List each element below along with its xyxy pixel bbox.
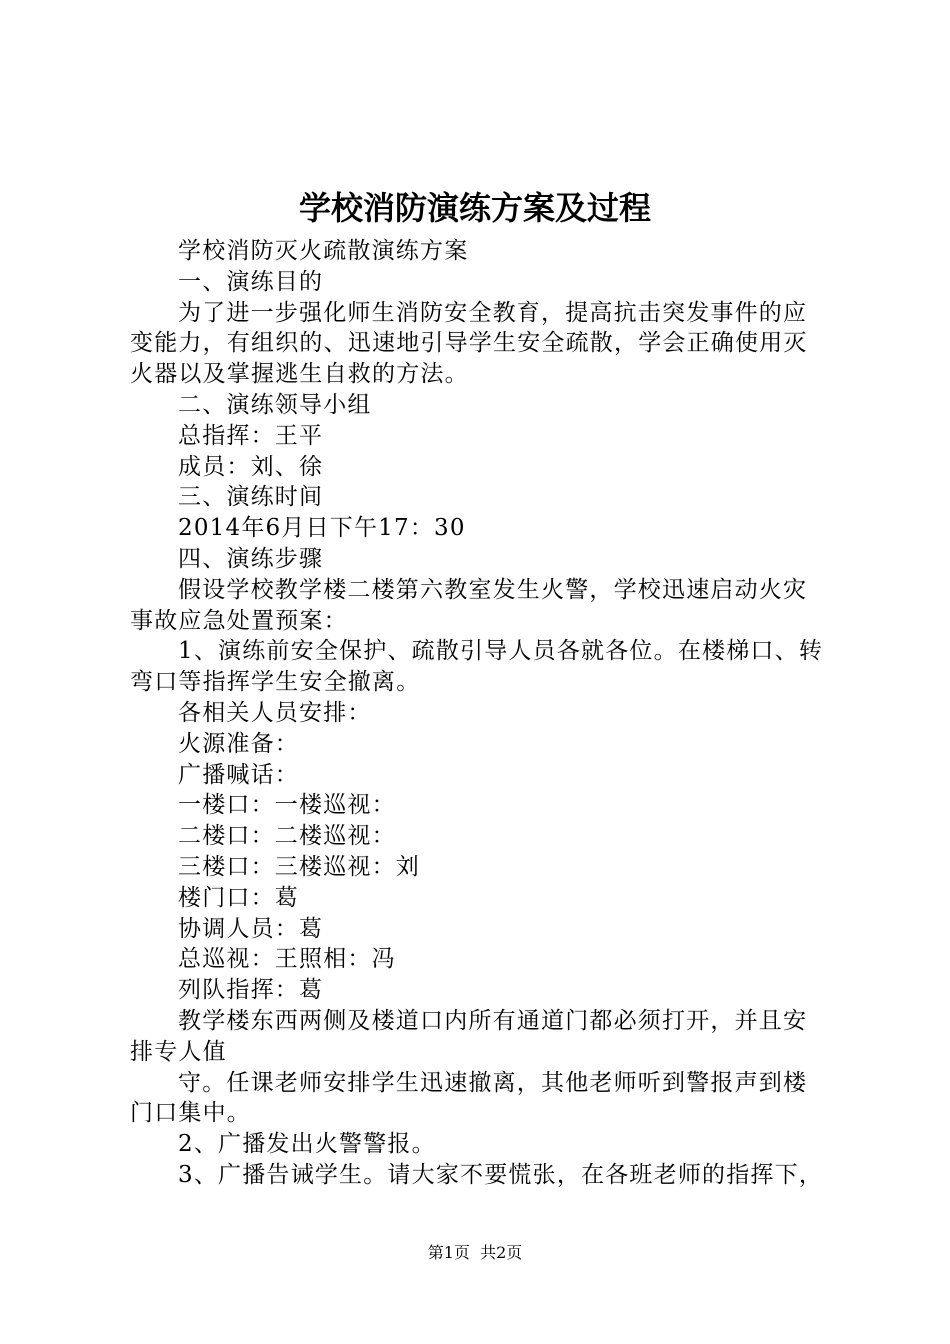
section-heading: 四、演练步骤 xyxy=(178,545,324,572)
section-heading: 一、演练目的 xyxy=(178,268,324,295)
section-heading: 二、演练领导小组 xyxy=(178,391,372,418)
section-heading: 三、演练时间 xyxy=(178,484,324,511)
paragraph: 教学楼东西两侧及楼道口内所有通道门都必须打开，并且安排专人值 xyxy=(130,1007,808,1065)
paragraph: 一楼口：一楼巡视： xyxy=(178,792,396,819)
document-title: 学校消防演练方案及过程 xyxy=(298,189,651,227)
paragraph: 2、广播发出火警警报。 xyxy=(178,1131,436,1158)
paragraph: 守。任课老师安排学生迅速撤离，其他老师听到警报声到楼门口集中。 xyxy=(130,1069,808,1127)
paragraph: 学校消防灭火疏散演练方案 xyxy=(178,238,469,264)
paragraph: 二楼口：二楼巡视： xyxy=(178,823,396,850)
paragraph: 火源准备： xyxy=(178,730,299,757)
paragraph: 假设学校教学楼二楼第六教室发生火警，学校迅速启动火灾事故应急处置预案： xyxy=(130,576,808,634)
paragraph: 总巡视：王照相：冯 xyxy=(178,946,396,973)
paragraph: 2014年6月日下午17：30 xyxy=(178,515,466,542)
page-footer xyxy=(0,1242,950,1264)
paragraph: 为了进一步强化师生消防安全教育，提高抗击突发事件的应变能力，有组织的、迅速地引导学生安全疏散，学会正确使用灭火器以及掌握逃生自救的方法。 xyxy=(130,299,808,388)
paragraph: 成员：刘、徐 xyxy=(178,453,324,480)
page-number: 第1页 共2页 xyxy=(427,1243,523,1262)
paragraph: 协调人员：葛 xyxy=(178,915,324,942)
paragraph: 1、演练前安全保护、疏散引导人员各就各位。在楼梯口、转弯口等指挥学生安全撤离。 xyxy=(130,638,824,696)
paragraph: 楼门口：葛 xyxy=(178,884,299,911)
paragraph: 各相关人员安排： xyxy=(178,699,372,726)
paragraph: 总指挥：王平 xyxy=(178,422,324,449)
paragraph: 三楼口：三楼巡视：刘 xyxy=(178,853,420,880)
paragraph: 3、广播告诫学生。请大家不要慌张，在各班老师的指挥下， xyxy=(178,1161,824,1188)
document-body xyxy=(130,236,830,1191)
paragraph: 列队指挥：葛 xyxy=(178,977,324,1004)
paragraph: 广播喊话： xyxy=(178,761,299,788)
